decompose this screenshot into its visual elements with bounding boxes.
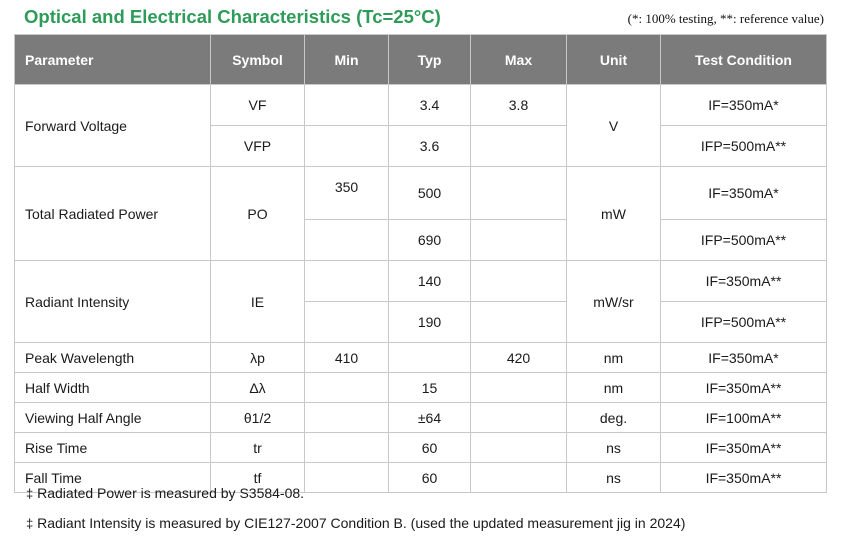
min-cell xyxy=(305,433,389,463)
header-min: Min xyxy=(305,35,389,85)
symbol-cell: θ1/2 xyxy=(211,403,305,433)
condition-cell: IFP=500mA** xyxy=(661,126,827,167)
param-cell: Viewing Half Angle xyxy=(15,403,211,433)
table-row xyxy=(15,343,827,373)
footnote-radiated-power xyxy=(26,485,304,501)
typ-cell: 500 xyxy=(389,167,471,220)
typ-cell: 140 xyxy=(389,261,471,302)
header-test-condition: Test Condition xyxy=(661,35,827,85)
unit-cell: mW/sr xyxy=(567,261,661,343)
header-unit: Unit xyxy=(567,35,661,85)
max-cell xyxy=(471,261,567,302)
symbol-cell: PO xyxy=(211,167,305,261)
table-row xyxy=(15,261,827,302)
table-row xyxy=(15,85,827,126)
typ-cell: 60 xyxy=(389,463,471,493)
characteristics-table xyxy=(14,34,827,493)
footnote-radiant-intensity xyxy=(26,515,685,531)
footnote-text: Radiant Intensity is measured by CIE127-2007 Condition B. (used the updated measurement jig in 2024) xyxy=(37,515,686,531)
min-cell xyxy=(305,85,389,126)
typ-cell: ±64 xyxy=(389,403,471,433)
unit-cell: ns xyxy=(567,433,661,463)
typ-cell: 60 xyxy=(389,433,471,463)
header-symbol: Symbol xyxy=(211,35,305,85)
unit-cell: deg. xyxy=(567,403,661,433)
table-row xyxy=(15,433,827,463)
max-cell: 3.8 xyxy=(471,85,567,126)
table-row xyxy=(15,403,827,433)
max-cell xyxy=(471,126,567,167)
param-cell: Rise Time xyxy=(15,433,211,463)
symbol-cell: λp xyxy=(211,343,305,373)
symbol-cell: VFP xyxy=(211,126,305,167)
min-cell xyxy=(305,302,389,343)
min-cell xyxy=(305,220,389,261)
condition-cell: IFP=500mA** xyxy=(661,302,827,343)
param-cell: Radiant Intensity xyxy=(15,261,211,343)
condition-cell: IF=100mA** xyxy=(661,403,827,433)
min-cell xyxy=(305,126,389,167)
typ-cell: 15 xyxy=(389,373,471,403)
condition-cell: IFP=500mA** xyxy=(661,220,827,261)
min-cell: 410 xyxy=(305,343,389,373)
unit-cell: V xyxy=(567,85,661,167)
param-cell: Forward Voltage xyxy=(15,85,211,167)
header-parameter: Parameter xyxy=(15,35,211,85)
unit-cell: mW xyxy=(567,167,661,261)
condition-cell: IF=350mA** xyxy=(661,463,827,493)
double-dagger-icon: ‡ xyxy=(26,516,34,531)
min-cell: 350 xyxy=(305,167,389,220)
min-cell xyxy=(305,463,389,493)
symbol-cell: Δλ xyxy=(211,373,305,403)
param-cell: Fall Time xyxy=(15,463,211,493)
condition-cell: IF=350mA* xyxy=(661,343,827,373)
typ-cell: 3.4 xyxy=(389,85,471,126)
max-cell xyxy=(471,167,567,220)
typ-cell: 190 xyxy=(389,302,471,343)
footnote-text: Radiated Power is measured by S3584-08. xyxy=(37,485,305,501)
max-cell xyxy=(471,463,567,493)
symbol-cell: tf xyxy=(211,463,305,493)
max-cell xyxy=(471,373,567,403)
double-dagger-icon: ‡ xyxy=(26,486,34,501)
param-cell: Peak Wavelength xyxy=(15,343,211,373)
typ-cell: 690 xyxy=(389,220,471,261)
max-cell xyxy=(471,403,567,433)
condition-cell: IF=350mA* xyxy=(661,167,827,220)
unit-cell: nm xyxy=(567,343,661,373)
max-cell xyxy=(471,302,567,343)
max-cell: 420 xyxy=(471,343,567,373)
unit-cell: ns xyxy=(567,463,661,493)
min-cell xyxy=(305,403,389,433)
testing-legend-note: (*: 100% testing, **: reference value) xyxy=(627,11,824,26)
typ-cell xyxy=(389,343,471,373)
header-max: Max xyxy=(471,35,567,85)
page-title: Optical and Electrical Characteristics (Tc=25°C) xyxy=(24,6,441,27)
typ-cell: 3.6 xyxy=(389,126,471,167)
symbol-cell: VF xyxy=(211,85,305,126)
param-cell: Half Width xyxy=(15,373,211,403)
condition-cell: IF=350mA** xyxy=(661,373,827,403)
unit-cell: nm xyxy=(567,373,661,403)
param-cell: Total Radiated Power xyxy=(15,167,211,261)
header-typ: Typ xyxy=(389,35,471,85)
symbol-cell: IE xyxy=(211,261,305,343)
min-cell xyxy=(305,261,389,302)
symbol-cell: tr xyxy=(211,433,305,463)
condition-cell: IF=350mA* xyxy=(661,85,827,126)
min-cell xyxy=(305,373,389,403)
table-row xyxy=(15,167,827,220)
max-cell xyxy=(471,433,567,463)
table-row xyxy=(15,373,827,403)
condition-cell: IF=350mA** xyxy=(661,433,827,463)
max-cell xyxy=(471,220,567,261)
condition-cell: IF=350mA** xyxy=(661,261,827,302)
table-header-row xyxy=(15,35,827,85)
